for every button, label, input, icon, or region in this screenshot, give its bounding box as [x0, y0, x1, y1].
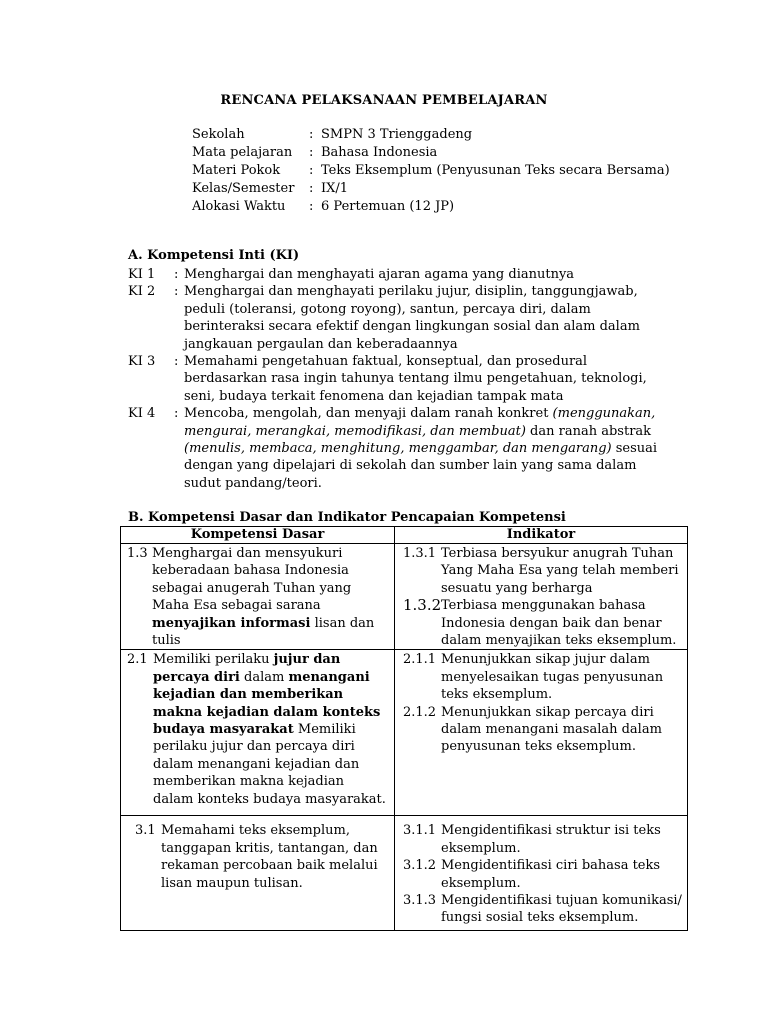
kd-text [152, 545, 390, 649]
ki-text-part: sesuai dengan yang dipelajari di sekolah dan sumber lain yang sama dalam sudut pandang/teori. [184, 441, 658, 491]
indicator-number: 3.1.3 [403, 893, 437, 909]
table-header-row [121, 527, 688, 544]
ki-item [128, 405, 658, 492]
section-a-heading: A. Kompetensi Inti (KI) [128, 248, 300, 263]
ki-text-part: dan ranah abstrak [525, 423, 652, 439]
indicator-cell [395, 650, 688, 816]
ki-item [128, 266, 658, 283]
meta-row [192, 162, 670, 180]
meta-colon: : [309, 181, 314, 196]
ki-item [128, 283, 658, 353]
kd-text [153, 651, 386, 808]
ki-text-part: Mencoba, mengolah, dan menyaji dalam ranah konkret [184, 406, 553, 422]
kd-item [135, 822, 380, 892]
table-row [121, 544, 688, 650]
indicator-item [403, 597, 683, 649]
ki-code: KI 4 [128, 406, 156, 422]
ki-colon: : [174, 354, 179, 370]
meta-value: Bahasa Indonesia [321, 145, 438, 160]
ki-text: Menghargai dan menghayati ajaran agama yang dianutnya [184, 267, 575, 282]
kd-text-bold: jujur dan percaya diri [153, 652, 341, 685]
meta-colon: : [309, 127, 314, 142]
ki-item [128, 353, 658, 405]
indicator-cell [395, 816, 688, 931]
indicator-item [403, 545, 683, 597]
indicator-text: Menunjukkan sikap percaya diri dalam menangani masalah dalam penyusunan teks eksemplum. [441, 704, 662, 755]
indicator-item [403, 857, 683, 892]
column-header-kd: Kompetensi Dasar [121, 527, 395, 544]
ki-colon: : [174, 284, 179, 300]
ki-colon: : [174, 406, 179, 422]
meta-label: Sekolah [192, 127, 245, 142]
indicator-number: 1.3.2 [403, 596, 442, 615]
indicator-number: 1.3.1 [403, 546, 437, 561]
competency-table [120, 526, 688, 931]
meta-label: Materi Pokok [192, 163, 281, 178]
meta-label: Alokasi Waktu [192, 199, 286, 214]
meta-row [192, 180, 670, 198]
ki-code: KI 3 [128, 354, 156, 370]
kd-item [127, 545, 390, 649]
indicator-cell [395, 544, 688, 650]
indicator-number: 3.1.2 [403, 858, 437, 874]
kd-text-bold: menangani kejadian dan memberikan makna kejadian dalam konteks budaya masyarakat [153, 669, 381, 738]
kd-cell [121, 544, 395, 650]
kd-text-part: Menghargai dan mensyukuri keberadaan bahasa Indonesia sebagai anugerah Tuhan yang Maha Esa sebagai sarana [152, 546, 352, 614]
identity-block [192, 126, 670, 216]
indicator-text: Terbiasa menggunakan bahasa Indonesia dengan baik dan benar dalam menyajikan teks eksemplum. [441, 598, 677, 649]
meta-value: 6 Pertemuan (12 JP) [321, 199, 455, 214]
meta-label: Mata pelajaran [192, 145, 293, 160]
indicator-item [403, 651, 683, 703]
indicator-number: 3.1.1 [403, 823, 437, 839]
meta-colon: : [309, 199, 314, 214]
kd-text-part: Memiliki perilaku [153, 652, 274, 668]
ki-text-italic: (menggunakan, mengurai, merangkai, memodifikasi, dan membuat) [184, 406, 656, 439]
indicator-item [403, 704, 683, 756]
kd-text-part: Memiliki perilaku jujur dan percaya diri dalam menangani kejadian dan memberikan makna kejadian dalam konteks budaya masyarakat. [153, 722, 386, 807]
kd-number: 3.1 [135, 823, 156, 839]
section-b-heading: B. Kompetensi Dasar dan Indikator Pencapaian Kompetensi [128, 510, 566, 525]
kd-text-bold: menyajikan informasi [152, 615, 311, 631]
table-row [121, 650, 688, 816]
kd-cell [121, 816, 395, 931]
kd-number: 1.3 [127, 546, 148, 561]
kd-text: Memahami teks eksemplum, tanggapan kritis, tantangan, dan rekaman percobaan baik melalui lisan maupun tulisan. [161, 823, 378, 891]
kd-number: 2.1 [127, 652, 148, 668]
indicator-text: Mengidentifikasi ciri bahasa teks eksemplum. [441, 858, 661, 891]
table-row [121, 816, 688, 931]
page-title: RENCANA PELAKSANAAN PEMBELAJARAN [220, 93, 548, 108]
kd-cell [121, 650, 395, 816]
indicator-text: Mengidentifikasi struktur isi teks eksemplum. [441, 823, 661, 856]
ki-code: KI 2 [128, 284, 156, 300]
meta-row [192, 144, 670, 162]
indicator-item [403, 822, 683, 857]
indicator-text: Terbiasa bersyukur anugrah Tuhan Yang Maha Esa yang telah memberi sesuatu yang berharga [441, 546, 679, 596]
ki-text [184, 405, 658, 492]
meta-value: IX/1 [321, 181, 349, 196]
indicator-item [403, 892, 683, 927]
kd-item [127, 651, 386, 808]
indicator-number: 2.1.1 [403, 652, 437, 668]
meta-colon: : [309, 163, 314, 178]
meta-label: Kelas/Semester [192, 181, 295, 196]
ki-colon: : [174, 267, 179, 282]
meta-row [192, 126, 670, 144]
meta-colon: : [309, 145, 314, 160]
kd-text-part: dalam [239, 669, 289, 685]
indicator-text: Menunjukkan sikap jujur dalam menyelesaikan tugas penyusunan teks eksemplum. [441, 652, 664, 703]
ki-list [128, 266, 658, 492]
meta-value: SMPN 3 Trienggadeng [321, 127, 473, 142]
indicator-number: 2.1.2 [403, 704, 437, 720]
meta-row [192, 198, 670, 216]
meta-value: Teks Eksemplum (Penyusunan Teks secara Bersama) [321, 163, 670, 178]
kd-text-part: lisan dan tulis [152, 615, 375, 649]
column-header-indicator: Indikator [395, 527, 688, 544]
ki-code: KI 1 [128, 267, 156, 282]
indicator-text: Mengidentifikasi tujuan komunikasi/ fungsi sosial teks eksemplum. [441, 893, 682, 926]
ki-text-italic: (menulis, membaca, menghitung, menggambar, dan mengarang) [184, 441, 612, 457]
ki-text: Memahami pengetahuan faktual, konseptual, dan prosedural berdasarkan rasa ingin tahunya tentang ilmu pengetahuan, teknologi, seni, budaya terkait fenomena dan kejadian tampak mata [184, 354, 647, 404]
ki-text: Menghargai dan menghayati perilaku jujur, disiplin, tanggungjawab, peduli (toleransi, gotong royong), santun, percaya diri, dalam berinteraksi secara efektif dengan lingkungan sosial dan alam dalam jangkauan pergaulan dan keberadaannya [184, 284, 640, 352]
